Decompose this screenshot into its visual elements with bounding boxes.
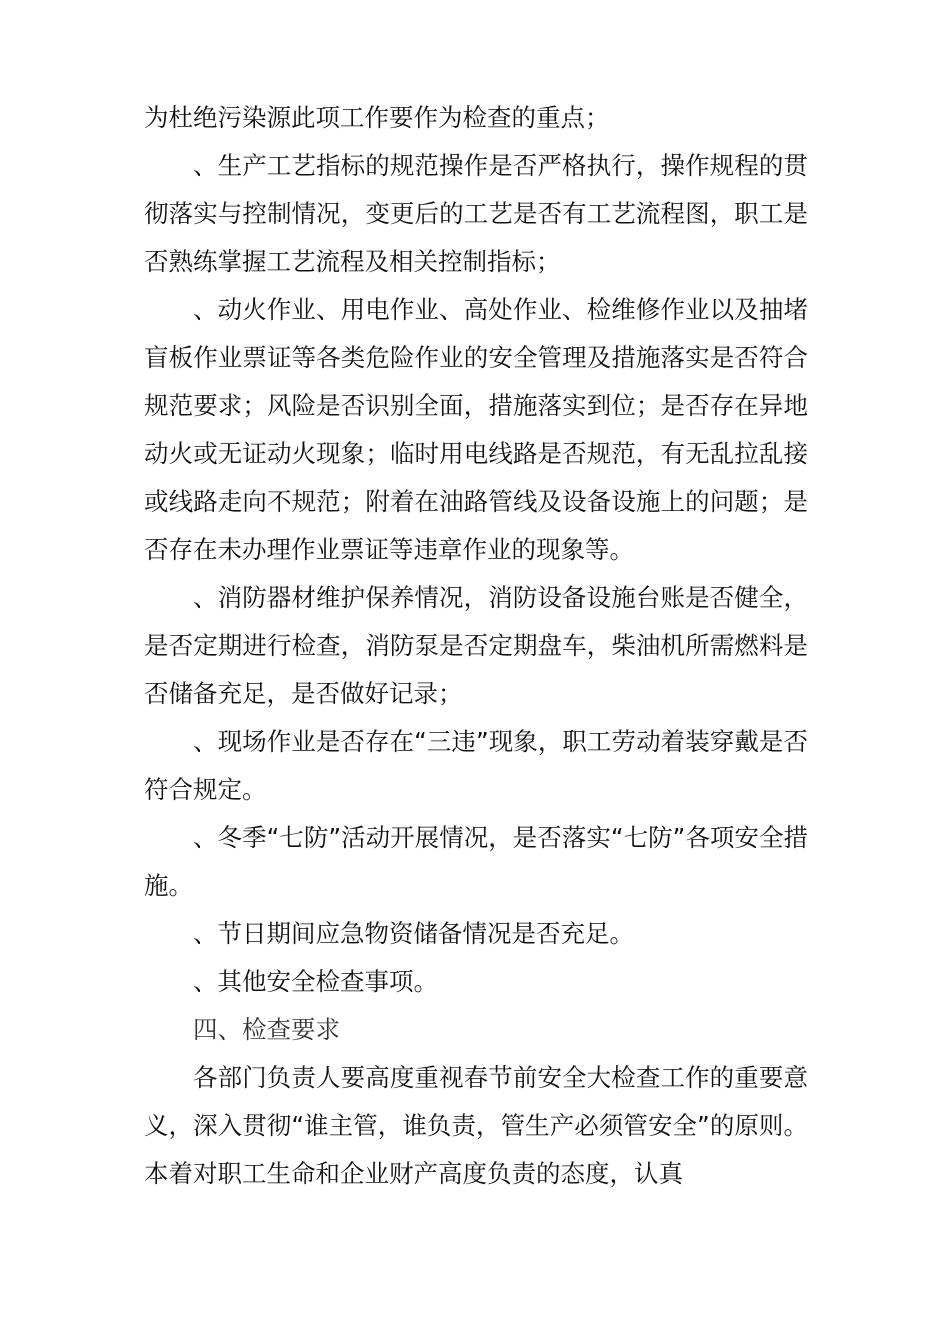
paragraph-4: 、消防器材维护保养情况，消防设备设施台账是否健全，是否定期进行检查，消防泵是否定期盘车，柴油机所需燃料是否储备充足，是否做好记录； bbox=[144, 583, 808, 708]
paragraph-2: 、生产工艺指标的规范操作是否严格执行，操作规程的贯彻落实与控制情况，变更后的工艺是否有工艺流程图，职工是否熟练掌握工艺流程及相关控制指标； bbox=[144, 151, 808, 276]
paragraph-3: 、动火作业、用电作业、高处作业、检维修作业以及抽堵盲板作业票证等各类危险作业的安全管理及措施落实是否符合规范要求；风险是否识别全面，措施落实到位；是否存在异地动火或无证动火现象；临时用电线路是否规范，有无乱拉乱接或线路走向不规范；附着在油路管线及设备设施上的问题；是否存在未办理作业票证等违章作业的现象等。 bbox=[144, 295, 808, 564]
document-body bbox=[144, 94, 808, 1198]
paragraph-10: 各部门负责人要高度重视春节前安全大检查工作的重要意义，深入贯彻“谁主管，谁负责，管生产必须管安全”的原则。本着对职工生命和企业财产高度负责的态度，认真 bbox=[144, 1063, 808, 1188]
paragraph-7: 、节日期间应急物资储备情况是否充足。 bbox=[193, 919, 634, 948]
paragraph-5: 、现场作业是否存在“三违”现象，职工劳动着装穿戴是否符合规定。 bbox=[144, 727, 808, 804]
section-heading: 四、检查要求 bbox=[193, 1015, 340, 1044]
paragraph-8: 、其他安全检查事项。 bbox=[193, 967, 438, 996]
paragraph-6: 、冬季“七防”活动开展情况，是否落实“七防”各项安全措施。 bbox=[144, 823, 808, 900]
paragraph-1: 为杜绝污染源此项工作要作为检查的重点； bbox=[144, 103, 610, 132]
